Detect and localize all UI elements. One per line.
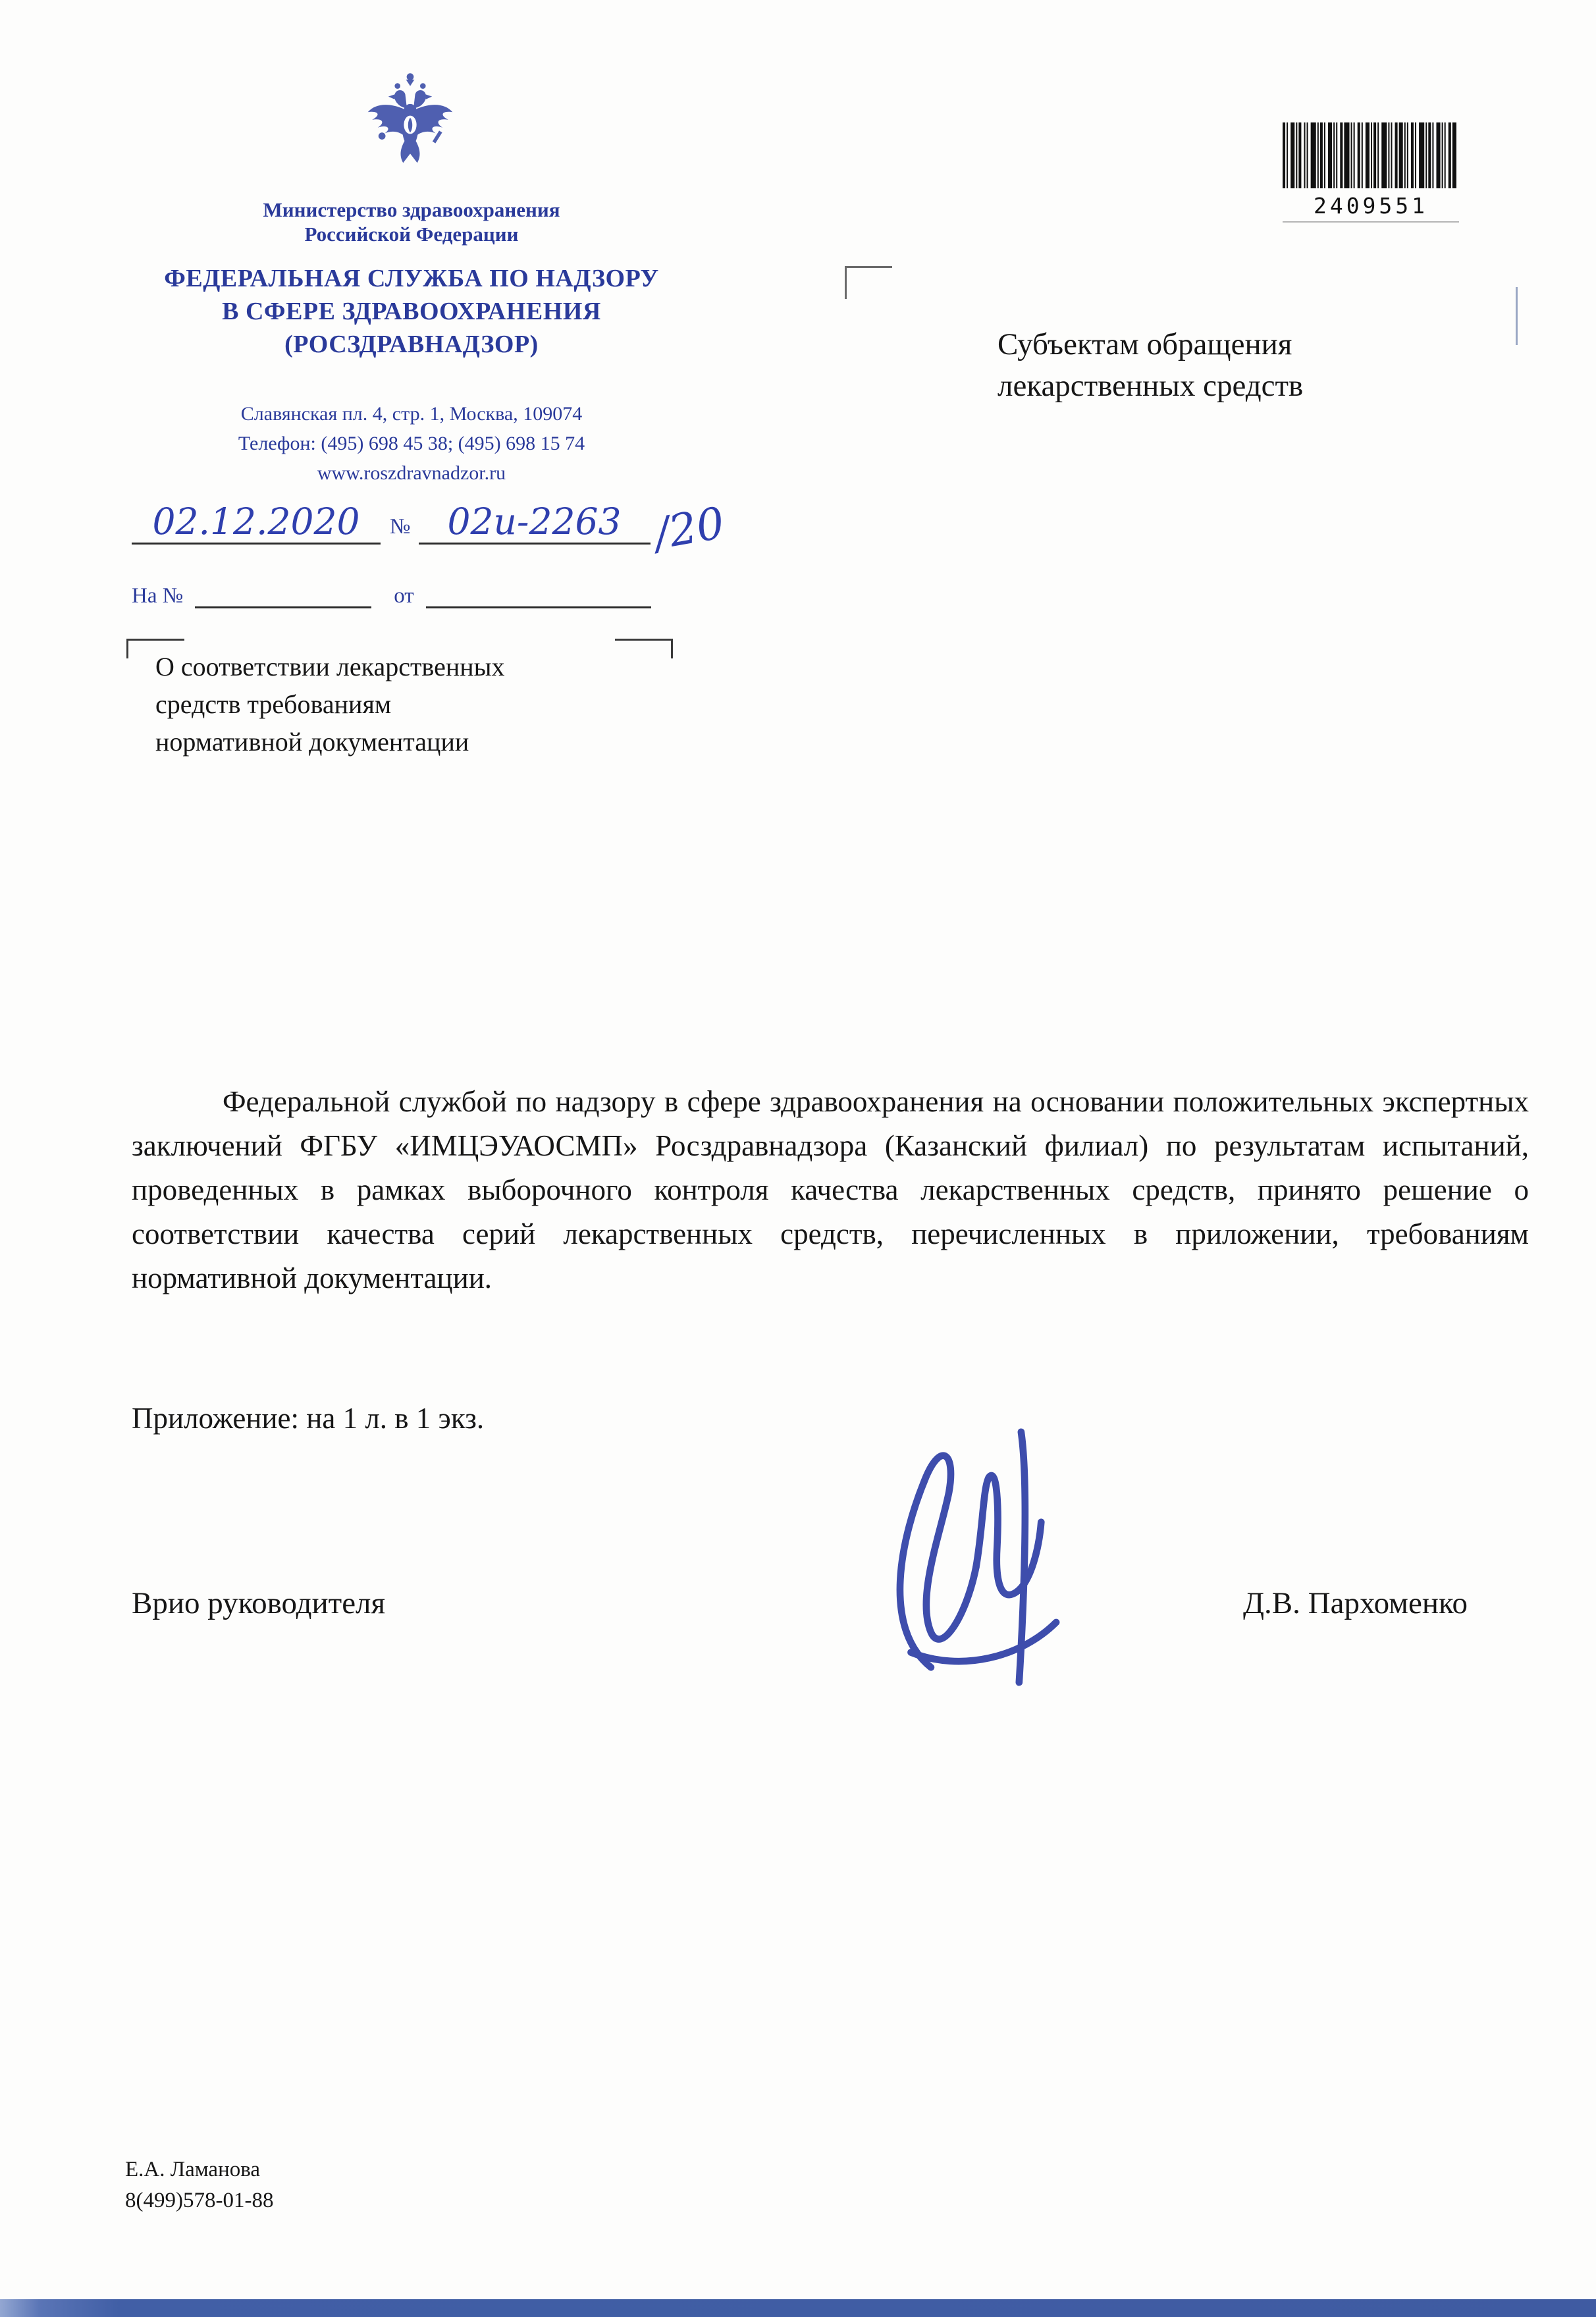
addressee-right-tick — [1516, 287, 1518, 345]
subject-corner-left — [126, 639, 184, 658]
reply-number-blank — [195, 582, 371, 608]
reply-to-label: На № — [132, 584, 184, 608]
contact-block — [132, 399, 691, 488]
scan-edge-strip — [0, 2299, 1596, 2317]
service-name — [132, 262, 691, 361]
subject-block — [126, 631, 673, 760]
letterhead — [132, 198, 691, 488]
website: www.roszdravnadzor.ru — [317, 462, 506, 484]
executor-phone: 8(499)578-01-88 — [125, 2189, 274, 2212]
registration-line — [132, 497, 728, 560]
outgoing-date-field — [132, 502, 381, 545]
addressee-line1: Субъектам обращения — [998, 327, 1292, 361]
addressee-line2: лекарственных средств — [998, 369, 1304, 403]
ministry-name-line1: Министерство здравоохранения — [263, 198, 560, 221]
barcode-block — [1283, 122, 1459, 223]
service-name-line3: (РОСЗДРАВНАДЗОР) — [284, 331, 539, 358]
addressee-corner-mark — [845, 266, 892, 299]
postal-address: Славянская пл. 4, стр. 1, Москва, 109074 — [240, 403, 583, 425]
ministry-name-line2: Российской Федерации — [304, 223, 519, 246]
phone-numbers: Телефон: (495) 698 45 38; (495) 698 15 74 — [238, 433, 585, 454]
barcode-number: 2409551 — [1283, 193, 1459, 223]
number-sign-label: № — [390, 515, 411, 539]
barcode-icon — [1283, 122, 1459, 188]
reply-from-label: от — [394, 584, 414, 608]
subject-corner-right — [615, 639, 673, 658]
handwritten-number: 02и-2263 — [447, 500, 622, 543]
subject-line2: средств требованиям — [155, 689, 392, 719]
signer-position-title: Врио руководителя — [132, 1586, 386, 1620]
body-paragraph: Федеральной службой по надзору в сфере здравоохранения на основании положительных экспертных заключений ФГБУ «ИМЦЭУАОСМП» Росздравнадзора (Казанский филиал) по результатам испытаний, проведенных в рамках выборочного контроля качества лекарственных средств, принято решение о соответствии качества серий лекарственных средств, перечисленных в приложении, требованиям нормативной документации. — [132, 1085, 1529, 1294]
addressee-block — [998, 324, 1303, 407]
reply-date-blank — [426, 582, 651, 608]
subject-text — [126, 631, 673, 760]
handwritten-date: 02.12.2020 — [152, 500, 360, 543]
subject-line1: О соответствии лекарственных — [155, 652, 505, 681]
subject-line3: нормативной документации — [155, 727, 469, 757]
reply-reference-line — [132, 582, 724, 608]
executor-block — [125, 2154, 273, 2216]
executor-name: Е.А. Ламанова — [125, 2158, 261, 2181]
signer-name: Д.В. Пархоменко — [1243, 1586, 1468, 1620]
service-name-line1: ФЕДЕРАЛЬНАЯ СЛУЖБА ПО НАДЗОРУ — [164, 265, 659, 292]
outgoing-number-field — [419, 502, 651, 545]
handwritten-signature — [870, 1417, 1092, 1697]
coat-of-arms-icon — [361, 58, 460, 182]
handwritten-number-suffix: /20 — [650, 497, 728, 560]
attachment-note: Приложение: на 1 л. в 1 экз. — [132, 1402, 485, 1435]
service-name-line2: В СФЕРЕ ЗДРАВООХРАНЕНИЯ — [222, 298, 601, 325]
